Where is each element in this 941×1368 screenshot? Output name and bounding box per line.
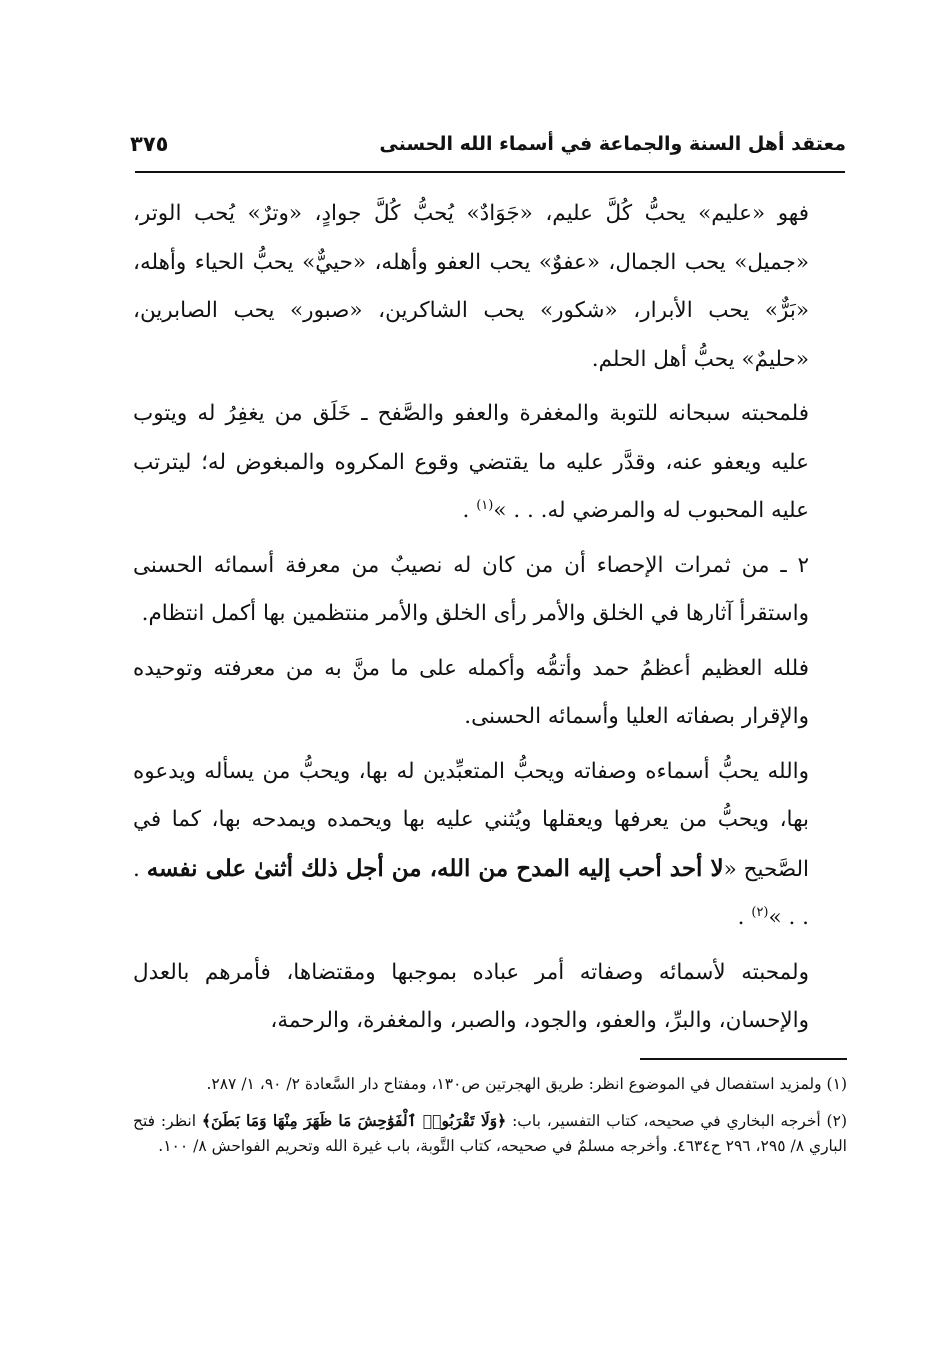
footnote-2-text: أخرجه البخاري في صحيحه، كتاب التفسير، باب: [506,1111,821,1130]
footnote-1-text: ولمزيد استفصال في الموضوع انظر: طريق الهجرتين ص١٣٠، ومفتاح دار السَّعادة ٢/ ٩٠، ١/ ٢٨٧. [206,1075,822,1093]
paragraph-5-ellipsis: . . . » [133,856,809,930]
paragraph-2-end: . [462,498,470,523]
footnotes [133,1072,847,1170]
running-title: معتقد أهل السنة والجماعة في أسماء الله الحسنى [379,133,846,155]
footnote-1-number: (١) [826,1075,847,1093]
paragraph-6: ولمحبته لأسمائه وصفاته أمر عباده بموجبها ومقتضاها، فأمرهم بالعدل والإحسان، والبرِّ، والعفو، والجود، والصبر، والمغفرة، والرحمة، [133,959,809,1033]
page-number: ٣٧٥ [130,132,169,156]
quran-verse: ﴿وَلَا تَقْرَبُوا۟ ٱلْفَوَٰحِشَ مَا ظَهَرَ مِنْهَا وَمَا بَطَنَ﴾ [201,1110,507,1130]
paragraph-2-text: فلمحبته سبحانه للتوبة والمغفرة والعفو والصَّفح ـ خَلَق من يغفِرُ له ويتوب عليه ويعفو عنه، وقدَّر عليه ما يقتضي وقوع المكروه والمبغوض له؛ ليترتب عليه المحبوب له والمرضي له. . . » [133,401,809,523]
footnote-2 [133,1108,847,1160]
paragraph-2 [133,390,847,536]
paragraph-5-end: . [737,905,745,930]
paragraph-4: فلله العظيم أعظمُ حمد وأتمُّه وأكمله على ما منَّ به من معرفته وتوحيده والإقرار بصفاته العليا وأسمائه الحسنى. [133,655,809,729]
footnote-ref-2[interactable]: (٢) [751,904,769,920]
header-rule [135,171,845,173]
paragraph-5 [133,748,847,943]
footnote-2-text-cont: انظر: فتح الباري ٨/ ٢٩٥، ٢٩٦ ح٤٦٣٤. وأخرجه مسلمٌ في صحيحه، كتاب التَّوبة، باب غيرة الله وتحريم الفواحش ٨/ ١٠٠. [133,1111,847,1155]
hadith-quote: لا أحد أحب إليه المدح من الله، من أجل ذلك أثنىٰ على نفسه [146,854,724,882]
footnote-ref-1[interactable]: (١) [476,497,494,513]
paragraph-1: فهو «عليم» يحبُّ كُلَّ عليم، «جَوَادٌ» يُحبُّ كُلَّ جوادٍ، «وترٌ» يُحب الوتر، «جميل» يحب الجمال، «عفوٌ» يحب العفو وأهله، «حييٌّ» يحبُّ الحياء وأهله، «بَرٌّ» يحب الأبرار، «شكور» يحب الشاكرين، «صبور» يحب الصابرين، «حليمٌ» يحبُّ أهل الحلم. [133,201,809,372]
paragraph-5-text: والله يحبُّ أسماءه وصفاته ويحبُّ المتعبِّدين له بها، ويحبُّ من يسأله ويدعوه بها، ويحبُّ من يعرفها ويعقلها ويُثني عليه بها ويحمده ويمدحه بها، كما في الصَّحيح « [133,758,809,882]
footnote-2-number: (٢) [826,1111,847,1130]
paragraph-3: ٢ ـ من ثمرات الإحصاء أن من كان له نصيبٌ من معرفة أسمائه الحسنى واستقرأ آثارها في الخلق والأمر رأى الخلق والأمر منتظمين بها أكمل انتظام. [133,552,809,626]
footnote-1 [133,1072,847,1098]
main-text [133,190,847,1052]
footnote-rule [640,1058,847,1060]
